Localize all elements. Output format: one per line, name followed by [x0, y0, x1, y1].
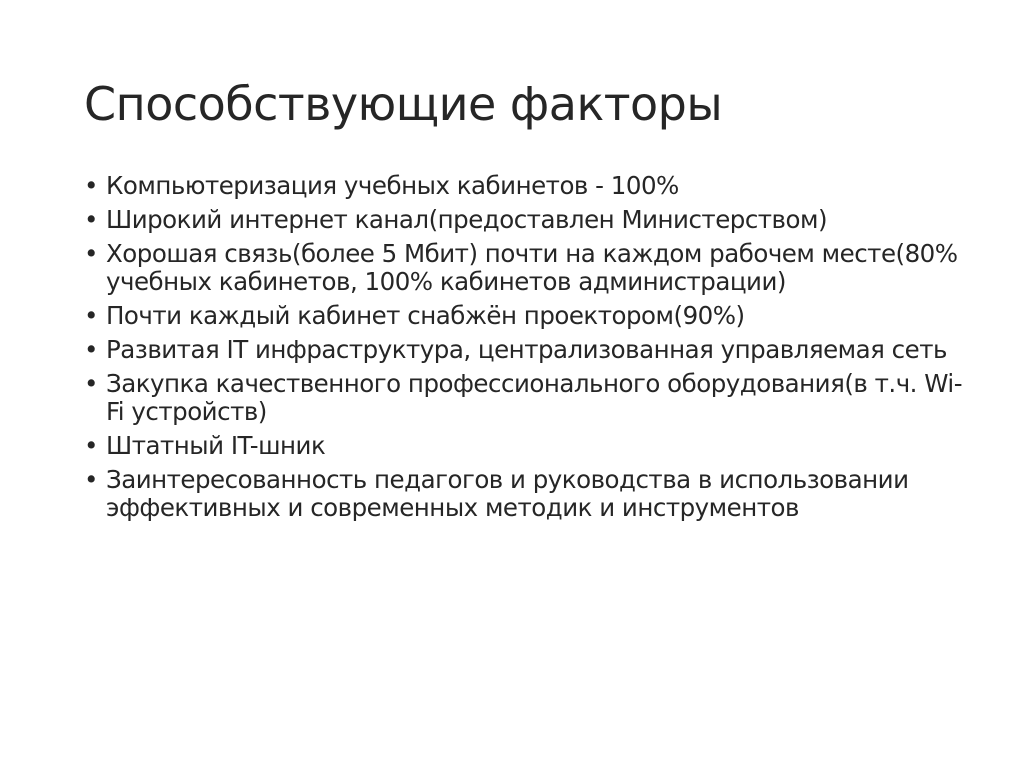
list-item-text: Компьютеризация учебных кабинетов - 100% [106, 171, 679, 200]
list-item-text: Почти каждый кабинет снабжён проектором(90%) [106, 301, 745, 330]
list-item [84, 302, 964, 330]
bullet-icon: • [84, 205, 98, 234]
list-item-text: Развитая IT инфраструктура, централизованная управляемая сеть [106, 335, 947, 364]
list-item [84, 432, 964, 460]
list-item [84, 206, 964, 234]
list-item [84, 336, 964, 364]
bullet-icon: • [84, 239, 98, 268]
list-item-text: Хорошая связь(более 5 Мбит) почти на каждом рабочем месте(80% учебных кабинетов, 100% кабинетов администрации) [106, 239, 958, 296]
bullet-list [84, 172, 964, 528]
bullet-icon: • [84, 335, 98, 364]
list-item [84, 172, 964, 200]
bullet-icon: • [84, 369, 98, 398]
list-item [84, 240, 964, 296]
list-item-text: Закупка качественного профессионального оборудования(в т.ч. Wi-Fi устройств) [106, 369, 963, 426]
bullet-icon: • [84, 171, 98, 200]
bullet-icon: • [84, 431, 98, 460]
bullet-icon: • [84, 301, 98, 330]
slide-title: Способствующие факторы [84, 77, 723, 131]
list-item-text: Штатный IT-шник [106, 431, 326, 460]
bullet-icon: • [84, 465, 98, 494]
list-item-text: Широкий интернет канал(предоставлен Министерством) [106, 205, 828, 234]
list-item-text: Заинтересованность педагогов и руководства в использовании эффективных и современных методик и инструментов [106, 465, 909, 522]
list-item [84, 370, 964, 426]
list-item [84, 466, 964, 522]
